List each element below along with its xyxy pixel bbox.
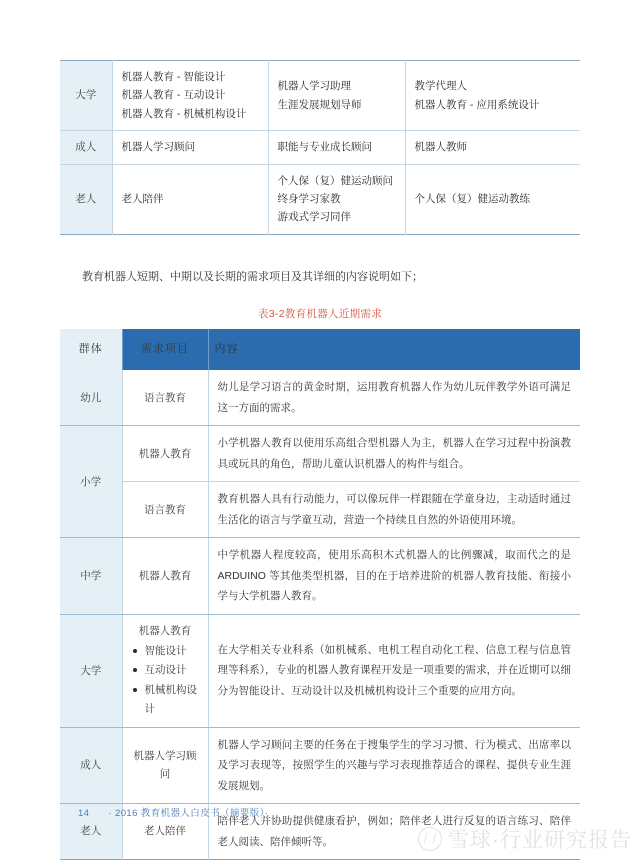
table-cell xyxy=(268,61,405,131)
demand-item-bullet-list xyxy=(132,642,199,720)
cell-line: 个人保（复）健运动教练 xyxy=(414,192,530,205)
content-cell: 陪伴老人并协助提供健康看护，例如；陪伴老人进行反复的语言练习、陪伴老人阅读、陪伴倾听等。 xyxy=(217,815,571,848)
group-cell: 小学 xyxy=(60,426,122,538)
table-long-term-demand xyxy=(60,60,580,235)
demand-item-label: 机器人学习顾问 xyxy=(133,750,197,781)
table-body xyxy=(60,370,580,859)
table-cell xyxy=(112,61,268,131)
table-near-term-demand-wrapper xyxy=(0,329,640,860)
intro-paragraph: 教育机器人短期、中期以及长期的需求项目及其详细的内容说明如下； xyxy=(82,271,423,283)
group-cell: 大学 xyxy=(60,614,122,727)
demand-item-label: 机器人教育 xyxy=(138,447,192,460)
cell-line: 机器人教育 - 互动设计 xyxy=(121,89,226,102)
cell-line: 机器人教育 - 智能设计 xyxy=(121,71,226,83)
table-cell xyxy=(405,131,580,164)
cell-line: 机器人学习助理 xyxy=(277,80,351,93)
footer-page-number: 14 xyxy=(78,808,90,819)
cell-line: 终身学习家教 xyxy=(277,192,341,205)
group-cell: 中学 xyxy=(60,538,122,614)
footer-title: · 2016 教育机器人白皮书（摘要版）· xyxy=(108,808,269,819)
cell-line-group xyxy=(278,138,396,156)
table-cell xyxy=(405,164,580,234)
group-cell: 幼儿 xyxy=(60,370,122,425)
table-cell xyxy=(268,131,405,164)
table-near-term-demand xyxy=(60,329,580,860)
demand-item-cell xyxy=(122,370,208,425)
table-caption: 表3-2教育机器人近期需求 xyxy=(257,308,383,320)
demand-item-cell xyxy=(122,614,208,727)
table-row xyxy=(60,131,580,164)
table-row xyxy=(60,370,580,425)
table-row xyxy=(60,426,580,482)
group-cell: 成人 xyxy=(60,727,122,803)
table-row xyxy=(60,482,580,538)
cell-line: 生涯发展规划导师 xyxy=(277,98,362,111)
cell-line-group xyxy=(122,190,259,208)
demand-item-label: 老人陪伴 xyxy=(144,825,186,838)
content-cell: 教育机器人具有行动能力，可以像玩伴一样跟随在学童身边，主动适时通过生活化的语言与学童互动，营造一个持续且自然的外语使用环境。 xyxy=(208,482,580,538)
demand-item-cell xyxy=(122,727,208,803)
cell-line-group xyxy=(415,138,572,156)
group-cell: 老人 xyxy=(60,164,112,234)
cell-line-group xyxy=(278,172,396,227)
table-row xyxy=(60,61,580,131)
cell-line: 机器人教师 xyxy=(414,141,467,154)
cell-line: 游戏式学习同伴 xyxy=(277,211,351,224)
cell-line-group xyxy=(415,77,572,114)
content-cell: 在大学相关专业科系（如机械系、电机工程自动化工程、信息工程与信息管理等科系），专业的机器人教育课程开发是一项重要的需求，并在近期可以细分为智能设计、互动设计以及机械机构设计三个重要的应用方向。 xyxy=(208,614,580,727)
cell-line: 教学代理人 xyxy=(414,80,467,93)
cell-line: 机器人学习顾问 xyxy=(121,141,195,154)
demand-item-label: 语言教育 xyxy=(144,391,186,404)
table-cell xyxy=(112,164,268,234)
xueqiu-circle-logo-icon xyxy=(418,827,442,851)
cell-line: 职能与专业成长顾问 xyxy=(277,141,372,154)
demand-item-label: 机器人教育 xyxy=(138,624,192,637)
table-long-term-demand-wrapper xyxy=(0,60,640,235)
table-cell xyxy=(405,61,580,131)
content-cell: 幼儿是学习语言的黄金时期，运用教育机器人作为幼儿玩伴教学外语可满足这一方面的需求。 xyxy=(208,370,580,425)
table-body xyxy=(60,61,580,235)
table-cell xyxy=(112,131,268,164)
group-cell: 老人 xyxy=(60,804,122,860)
cell-line-group xyxy=(278,77,396,114)
page-footer xyxy=(78,805,268,819)
column-header-group: 群体 xyxy=(60,329,122,370)
demand-item-label: 语言教育 xyxy=(144,503,186,516)
group-cell: 成人 xyxy=(60,131,112,164)
table-row xyxy=(60,614,580,727)
cell-line: 机器人教育 - 应用系统设计 xyxy=(414,98,540,111)
content-cell: 中学机器人程度较高，使用乐高积木式机器人的比例骤减，取而代之的是 ARDUINO 等其他类型机器，目的在于培养进阶的机器人教育技能、衔接小学与大学机器人教育。 xyxy=(208,538,580,614)
cell-line-group xyxy=(122,68,259,123)
bullet-item: 机械机构设计 xyxy=(132,681,199,720)
cell-line: 个人保（复）健运动顾问 xyxy=(277,174,393,187)
demand-item-cell xyxy=(122,538,208,614)
content-cell: 小学机器人教育以使用乐高组合型机器人为主，机器人在学习过程中扮演教具或玩具的角色，帮助儿童认识机器人的构件与组合。 xyxy=(208,426,580,482)
table-row xyxy=(60,538,580,614)
cell-line: 老人陪伴 xyxy=(121,192,164,205)
cell-line-group xyxy=(122,138,259,156)
watermark-text: 雪球·行业研究报告 xyxy=(448,829,632,852)
content-cell: 机器人学习顾问主要的任务在于搜集学生的学习习惯、行为模式、出席率以及学习表现等，按照学生的兴趣与学习表现推荐适合的课程、提供专业生涯发展规划。 xyxy=(208,727,580,803)
demand-item-cell xyxy=(122,426,208,482)
cell-line: 机器人教育 - 机械机构设计 xyxy=(121,107,247,120)
column-header-content: 内容 xyxy=(208,329,580,370)
table-row xyxy=(60,727,580,803)
table-row xyxy=(60,164,580,234)
table-header xyxy=(60,329,580,370)
table-cell xyxy=(268,164,405,234)
table-header-row xyxy=(60,329,580,370)
bullet-item: 互动设计 xyxy=(132,661,199,680)
column-header-item: 需求项目 xyxy=(122,329,208,370)
bullet-item: 智能设计 xyxy=(132,642,199,661)
demand-item-label: 机器人教育 xyxy=(138,569,192,582)
watermark xyxy=(418,824,632,854)
group-cell: 大学 xyxy=(60,61,112,131)
demand-item-cell xyxy=(122,482,208,538)
cell-line-group xyxy=(415,190,572,208)
